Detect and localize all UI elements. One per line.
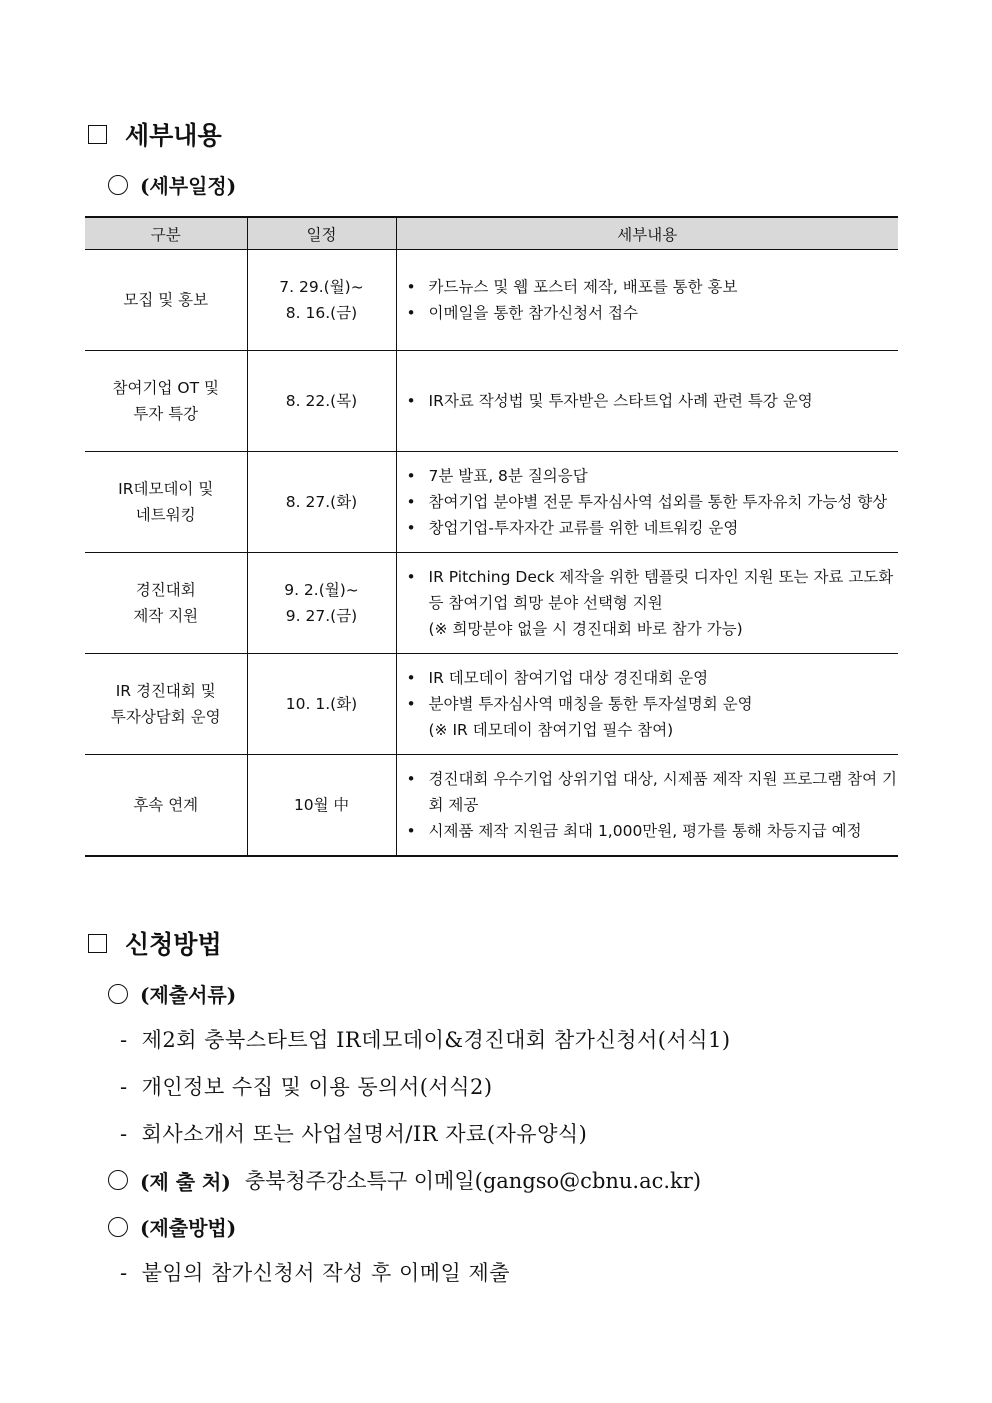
doc-item: - 제2회 충북스타트업 IR데모데이&경진대회 참가신청서(서식1) bbox=[120, 1028, 731, 1052]
date-line: 8. 16.(금) bbox=[285, 304, 358, 322]
cell-details bbox=[396, 553, 898, 654]
date-line: 8. 27.(화) bbox=[285, 493, 358, 511]
category-line: 참여기업 OT 및 bbox=[112, 379, 219, 397]
section-heading-apply bbox=[88, 925, 222, 961]
section-title: 신청방법 bbox=[125, 930, 222, 959]
cell-category bbox=[85, 351, 247, 452]
table-row bbox=[85, 654, 898, 755]
sub-title: (제출방법) bbox=[140, 1216, 237, 1240]
details-note: (※ IR 데모데이 참여기업 필수 참여) bbox=[428, 721, 674, 739]
method-text: 붙임의 참가신청서 작성 후 이메일 제출 bbox=[141, 1261, 511, 1285]
sub-heading-method bbox=[108, 1212, 236, 1241]
doc-item-text: 제2회 충북스타트업 IR데모데이&경진대회 참가신청서(서식1) bbox=[141, 1028, 731, 1052]
table-row bbox=[85, 250, 898, 351]
category-line: 후속 연계 bbox=[133, 795, 199, 814]
sub-heading-submit-to bbox=[108, 1165, 701, 1195]
details-bullet: • IR자료 작성법 및 투자받은 스타트업 사례 관련 특강 운영 bbox=[407, 388, 899, 414]
cell-date bbox=[247, 654, 396, 755]
header-category: 구분 bbox=[85, 217, 247, 250]
cell-date bbox=[247, 351, 396, 452]
sub-title: (제 출 처) bbox=[140, 1169, 231, 1194]
cell-details bbox=[396, 351, 898, 452]
date-line: 9. 2.(월)~ bbox=[284, 581, 359, 599]
doc-item: - 회사소개서 또는 사업설명서/IR 자료(자유양식) bbox=[120, 1122, 588, 1146]
category-line: 경진대회 bbox=[135, 581, 196, 599]
doc-item-text: 개인정보 수집 및 이용 동의서(서식2) bbox=[141, 1075, 493, 1099]
details-bullet: • IR Pitching Deck 제작을 위한 템플릿 디자인 지원 또는 자료 고도화 등 참여기업 희망 분야 선택형 지원 bbox=[407, 564, 899, 616]
cell-details bbox=[396, 654, 898, 755]
date-line: 10. 1.(화) bbox=[285, 695, 358, 713]
cell-details bbox=[396, 452, 898, 553]
details-bullet: • 창업기업-투자자간 교류를 위한 네트워킹 운영 bbox=[407, 515, 899, 541]
cell-details bbox=[396, 250, 898, 351]
circle-bullet-icon bbox=[108, 175, 128, 195]
schedule-table bbox=[85, 216, 898, 857]
table-row bbox=[85, 755, 898, 856]
date-line: 9. 27.(금) bbox=[285, 607, 358, 625]
details-bullet: • 경진대회 우수기업 상위기업 대상, 시제품 제작 지원 프로그램 참여 기회 제공 bbox=[407, 766, 899, 818]
date-line: 10월 中 bbox=[293, 795, 350, 814]
sub-heading-schedule bbox=[108, 170, 236, 199]
category-line: 투자상담회 운영 bbox=[110, 708, 221, 726]
section-heading-details bbox=[88, 116, 222, 152]
cell-date bbox=[247, 452, 396, 553]
cell-category bbox=[85, 250, 247, 351]
circle-bullet-icon bbox=[108, 1170, 128, 1190]
method-item: - 붙임의 참가신청서 작성 후 이메일 제출 bbox=[120, 1261, 511, 1285]
sub-title: (제출서류) bbox=[140, 983, 237, 1007]
header-details: 세부내용 bbox=[396, 217, 898, 250]
cell-date bbox=[247, 250, 396, 351]
category-line: 모집 및 홍보 bbox=[123, 291, 209, 309]
cell-category bbox=[85, 654, 247, 755]
details-bullet: • 7분 발표, 8분 질의응답 bbox=[407, 463, 899, 489]
table-row bbox=[85, 351, 898, 452]
category-line: 제작 지원 bbox=[133, 607, 199, 625]
header-date: 일정 bbox=[247, 217, 396, 250]
cell-date bbox=[247, 755, 396, 856]
circle-bullet-icon bbox=[108, 984, 128, 1004]
table-row bbox=[85, 553, 898, 654]
cell-category bbox=[85, 553, 247, 654]
details-note: (※ 희망분야 없을 시 경진대회 바로 참가 가능) bbox=[428, 620, 743, 638]
square-bullet-icon bbox=[88, 125, 107, 144]
table-header-row bbox=[85, 217, 898, 250]
submit-to-value: 충북청주강소특구 이메일(gangso@cbnu.ac.kr) bbox=[244, 1169, 702, 1193]
circle-bullet-icon bbox=[108, 1217, 128, 1237]
cell-category bbox=[85, 755, 247, 856]
details-list bbox=[407, 274, 899, 326]
cell-details bbox=[396, 755, 898, 856]
sub-heading-docs bbox=[108, 979, 236, 1008]
details-list bbox=[407, 463, 899, 541]
category-line: IR데모데이 및 bbox=[118, 480, 214, 498]
details-list bbox=[407, 564, 899, 616]
category-line: 네트워킹 bbox=[135, 506, 196, 524]
square-bullet-icon bbox=[88, 934, 107, 953]
section-title: 세부내용 bbox=[125, 121, 222, 150]
details-bullet: • 참여기업 분야별 전문 투자심사역 섭외를 통한 투자유치 가능성 향상 bbox=[407, 489, 899, 515]
details-bullet: • 카드뉴스 및 웹 포스터 제작, 배포를 통한 홍보 bbox=[407, 274, 899, 300]
details-list bbox=[407, 388, 899, 414]
sub-title: (세부일정) bbox=[140, 174, 237, 198]
category-line: 투자 특강 bbox=[133, 405, 199, 423]
doc-item: - 개인정보 수집 및 이용 동의서(서식2) bbox=[120, 1075, 493, 1099]
cell-date bbox=[247, 553, 396, 654]
details-bullet: • 이메일을 통한 참가신청서 접수 bbox=[407, 300, 899, 326]
details-list bbox=[407, 665, 899, 717]
details-bullet: • 분야별 투자심사역 매칭을 통한 투자설명회 운영 bbox=[407, 691, 899, 717]
category-line: IR 경진대회 및 bbox=[115, 682, 216, 700]
cell-category bbox=[85, 452, 247, 553]
details-list bbox=[407, 766, 899, 844]
doc-item-text: 회사소개서 또는 사업설명서/IR 자료(자유양식) bbox=[141, 1122, 588, 1146]
details-bullet: • 시제품 제작 지원금 최대 1,000만원, 평가를 통해 차등지급 예정 bbox=[407, 818, 899, 844]
table-row bbox=[85, 452, 898, 553]
date-line: 8. 22.(목) bbox=[285, 392, 358, 410]
details-bullet: • IR 데모데이 참여기업 대상 경진대회 운영 bbox=[407, 665, 899, 691]
date-line: 7. 29.(월)~ bbox=[279, 278, 364, 296]
